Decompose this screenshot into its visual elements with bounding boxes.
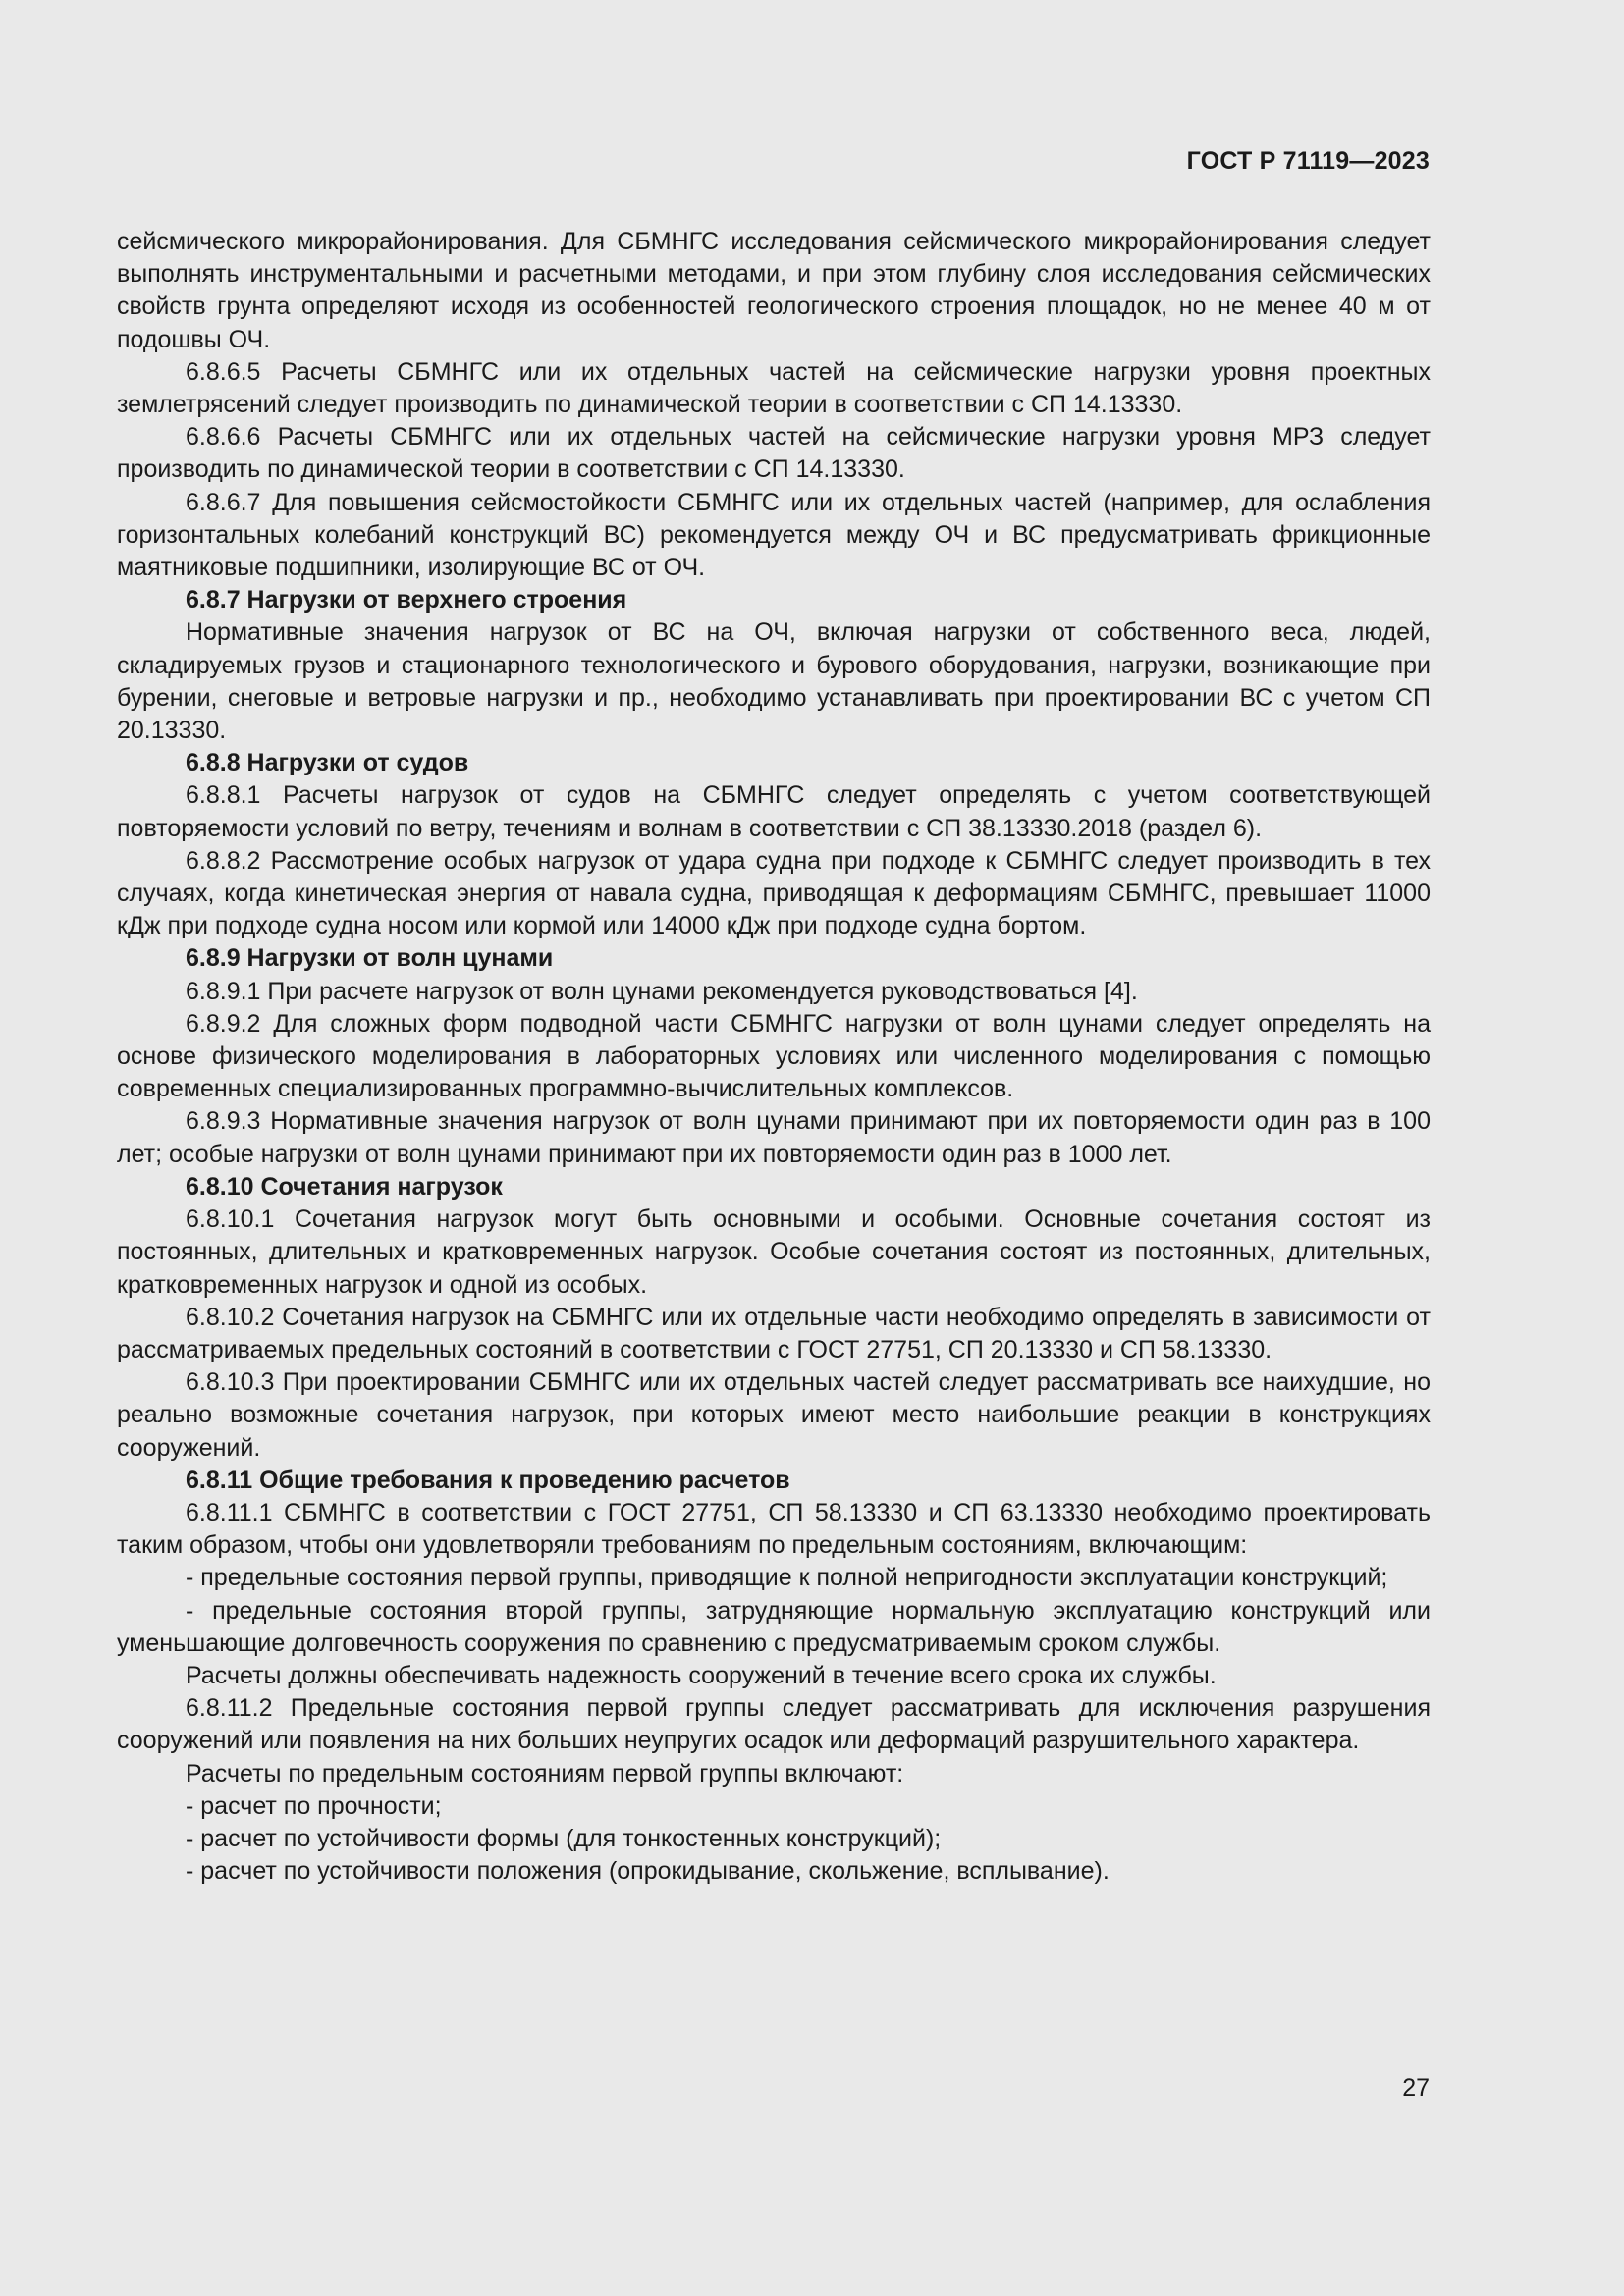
paragraph-6-8-10-2: 6.8.10.2 Сочетания нагрузок на СБМНГС или их отдельные части необходимо определять в зависимости от рассматриваемых предельных состояний в соответствии с ГОСТ 27751, СП 20.13330 и СП 58.13330.	[117, 1303, 1431, 1363]
paragraph-6-8-9-3: 6.8.9.3 Нормативные значения нагрузок от волн цунами принимают при их повторяемости один раз в 100 лет; особые нагрузки от волн цунами принимают при их повторяемости один раз в 1000 лет.	[117, 1107, 1431, 1168]
paragraph-first-group-intro: Расчеты по предельным состояниям первой группы включают:	[186, 1759, 904, 1788]
page-number: 27	[1402, 2074, 1430, 2102]
section-heading-6-8-7: 6.8.7 Нагрузки от верхнего строения	[186, 586, 627, 614]
paragraph-6-8-8-2: 6.8.8.2 Рассмотрение особых нагрузок от удара судна при подходе к СБМНГС следует производить в тех случаях, когда кинетическая энергия от навала судна, приводящая к деформациям СБМНГС, превышает 11000 кДж при подходе судна носом или кормой или 14000 кДж при подходе судна бортом.	[117, 846, 1431, 940]
document-body	[117, 226, 1431, 1888]
paragraph-6-8-10-3: 6.8.10.3 При проектировании СБМНГС или их отдельных частей следует рассматривать все наихудшие, но реально возможные сочетания нагрузок, при которых имеют место наибольшие реакции в конструкциях сооружений.	[117, 1368, 1431, 1462]
paragraph-6-8-10-1: 6.8.10.1 Сочетания нагрузок могут быть основными и особыми. Основные сочетания состоят из постоянных, длительных и кратковременных нагрузок. Особые сочетания состоят из постоянных, длительных, кратковременных нагрузок и одной из особых.	[117, 1205, 1431, 1299]
list-item: - расчет по устойчивости формы (для тонкостенных конструкций);	[186, 1824, 942, 1852]
paragraph-6-8-9-2: 6.8.9.2 Для сложных форм подводной части СБМНГС нагрузки от волн цунами следует определять на основе физического моделирования в лабораторных условиях или численного моделирования с помощью современных специализированных программно-вычислительных комплексов.	[117, 1009, 1431, 1103]
list-item: - предельные состояния второй группы, затрудняющие нормальную эксплуатацию конструкций или уменьшающие долговечность сооружения по сравнению с предусматриваемым сроком службы.	[117, 1596, 1431, 1657]
paragraph-reliability: Расчеты должны обеспечивать надежность сооружений в течение всего срока их службы.	[186, 1661, 1217, 1689]
paragraph-6-8-7-body: Нормативные значения нагрузок от ВС на ОЧ, включая нагрузки от собственного веса, людей, складируемых грузов и стационарного технологического и бурового оборудования, нагрузки, возникающие при бурении, снеговые и ветровые нагрузки и пр., необходимо устанавливать при проектировании ВС с учетом СП 20.13330.	[117, 618, 1431, 745]
paragraph-6-8-6-7: 6.8.6.7 Для повышения сейсмостойкости СБМНГС или их отдельных частей (например, для ослабления горизонтальных колебаний конструкций ВС) рекомендуется между ОЧ и ВС предусматривать фрикционные маятниковые подшипники, изолирующие ВС от ОЧ.	[117, 488, 1431, 582]
paragraph-6-8-6-6: 6.8.6.6 Расчеты СБМНГС или их отдельных частей на сейсмические нагрузки уровня МРЗ следует производить по динамической теории в соответствии с СП 14.13330.	[117, 423, 1431, 484]
list-item: - расчет по устойчивости положения (опрокидывание, скольжение, всплывание).	[186, 1857, 1110, 1886]
list-item: - предельные состояния первой группы, приводящие к полной непригодности эксплуатации конструкций;	[186, 1564, 1388, 1592]
paragraph-6-8-11-2: 6.8.11.2 Предельные состояния первой группы следует рассматривать для исключения разрушения сооружений или появления на них больших неупругих осадок или деформаций разрушительного характера.	[117, 1694, 1431, 1755]
paragraph-6-8-8-1: 6.8.8.1 Расчеты нагрузок от судов на СБМНГС следует определять с учетом соответствующей повторяемости условий по ветру, течениям и волнам в соответствии с СП 38.13330.2018 (раздел 6).	[117, 781, 1431, 842]
document-header: ГОСТ Р 71119—2023	[1186, 147, 1430, 175]
list-item: - расчет по прочности;	[186, 1791, 442, 1820]
section-heading-6-8-11: 6.8.11 Общие требования к проведению расчетов	[186, 1466, 790, 1494]
paragraph-6-8-6-5: 6.8.6.5 Расчеты СБМНГС или их отдельных частей на сейсмические нагрузки уровня проектных землетрясений следует производить по динамической теории в соответствии с СП 14.13330.	[117, 357, 1431, 419]
paragraph-continuation: сейсмического микрорайонирования. Для СБМНГС исследования сейсмического микрорайонирования следует выполнять инструментальными и расчетными методами, и при этом глубину слоя исследования сейсмических свойств грунта определяют исходя из особенностей геологического строения площадок, но не менее 40 м от подошвы ОЧ.	[117, 228, 1431, 353]
paragraph-6-8-11-1: 6.8.11.1 СБМНГС в соответствии с ГОСТ 27751, СП 58.13330 и СП 63.13330 необходимо проектировать таким образом, чтобы они удовлетворяли требованиям по предельным состояниям, включающим:	[117, 1498, 1431, 1560]
section-heading-6-8-9: 6.8.9 Нагрузки от волн цунами	[186, 944, 554, 973]
section-heading-6-8-10: 6.8.10 Сочетания нагрузок	[186, 1172, 503, 1201]
section-heading-6-8-8: 6.8.8 Нагрузки от судов	[186, 749, 469, 777]
paragraph-6-8-9-1: 6.8.9.1 При расчете нагрузок от волн цунами рекомендуется руководствоваться [4].	[186, 977, 1138, 1005]
